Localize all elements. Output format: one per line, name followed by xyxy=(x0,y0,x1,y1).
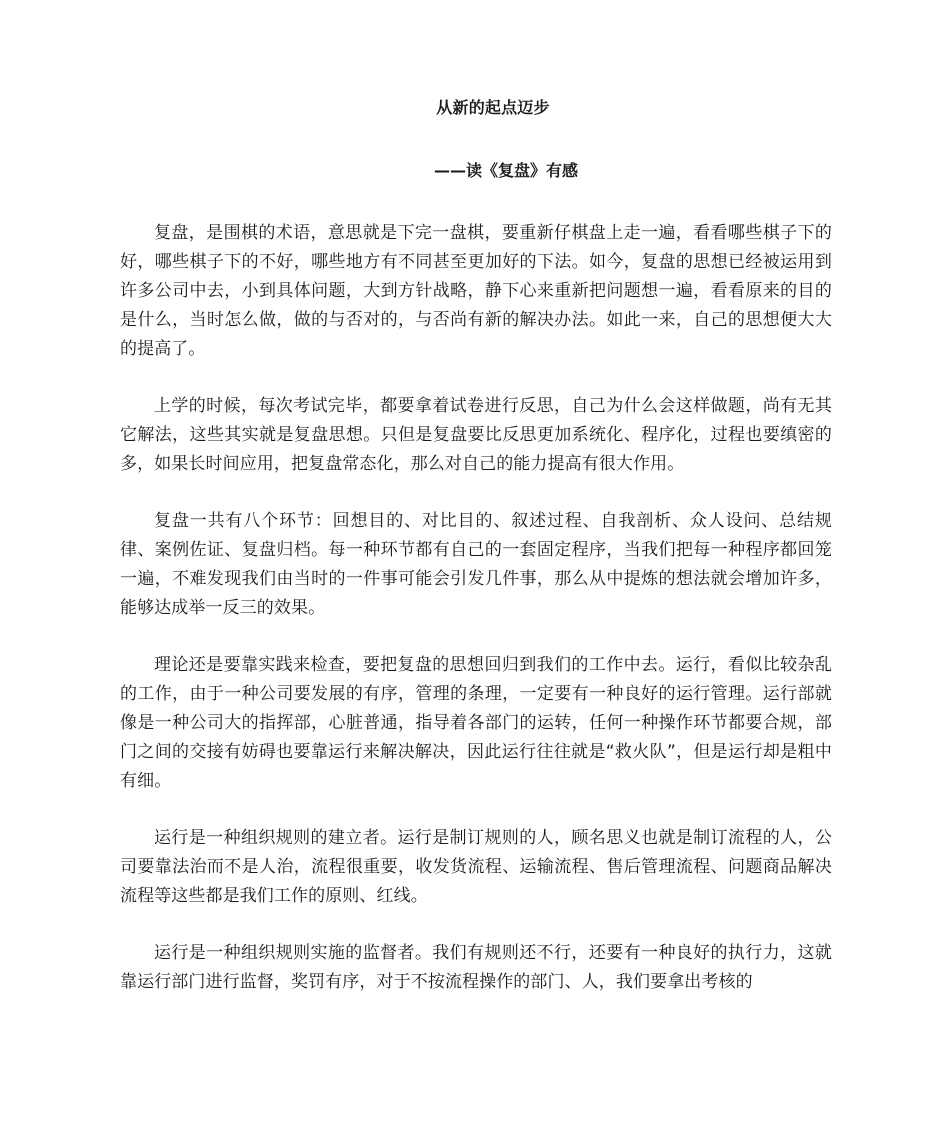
paragraph: 复盘，是围棋的术语，意思就是下完一盘棋，要重新仔棋盘上走一遍，看看哪些棋子下的好，哪些棋子下的不好，哪些地方有不同甚至更加好的下法。如今，复盘的思想已经被运用到许多公司中去，小到具体问题，大到方针战略，静下心来重新把问题想一遍，看看原来的目的是什么，当时怎么做，做的与否对的，与否尚有新的解决办法。如此一来，自己的思想便大大的提高了。 xyxy=(120,223,832,359)
paragraph: 运行是一种组织规则实施的监督者。我们有规则还不行，还要有一种良好的执行力，这就靠运行部门进行监督，奖罚有序，对于不按流程操作的部门、人，我们要拿出考核的 xyxy=(120,943,832,992)
document-title: 从新的起点迈步 xyxy=(436,98,550,117)
paragraph: 运行是一种组织规则的建立者。运行是制订规则的人，顾名思义也就是制订流程的人，公司要靠法治而不是人治，流程很重要，收发货流程、运输流程、售后管理流程、问题商品解决流程等这些都是我们工作的原则、红线。 xyxy=(120,828,832,906)
paragraph: 理论还是要靠实践来检查，要把复盘的思想回归到我们的工作中去。运行，看似比较杂乱的工作，由于一种公司要发展的有序，管理的条理，一定要有一种良好的运行管理。运行部就像是一种公司大的指挥部，心脏普通，指导着各部门的运转，任何一种操作环节都要合规，部门之间的交接有妨碍也要靠运行来解决解决，因此运行往往就是“救火队”，但是运行却是粗中有细。 xyxy=(120,655,832,791)
document-body xyxy=(120,219,832,1025)
paragraph: 复盘一共有八个环节：回想目的、对比目的、叙述过程、自我剖析、众人设问、总结规律、案例佐证、复盘归档。每一种环节都有自己的一套固定程序，当我们把每一种程序都回笼一遍，不难发现我们由当时的一件事可能会引发几件事，那么从中提炼的想法就会增加许多，能够达成举一反三的效果。 xyxy=(120,511,832,618)
paragraph: 上学的时候，每次考试完毕，都要拿着试卷进行反思，自己为什么会这样做题，尚有无其它解法，这些其实就是复盘思想。只但是复盘要比反思更加系统化、程序化，过程也要缜密的多，如果长时间应用，把复盘常态化，那么对自己的能力提高有很大作用。 xyxy=(120,396,832,474)
document-subtitle: ——读《复盘》有感 xyxy=(434,161,579,180)
